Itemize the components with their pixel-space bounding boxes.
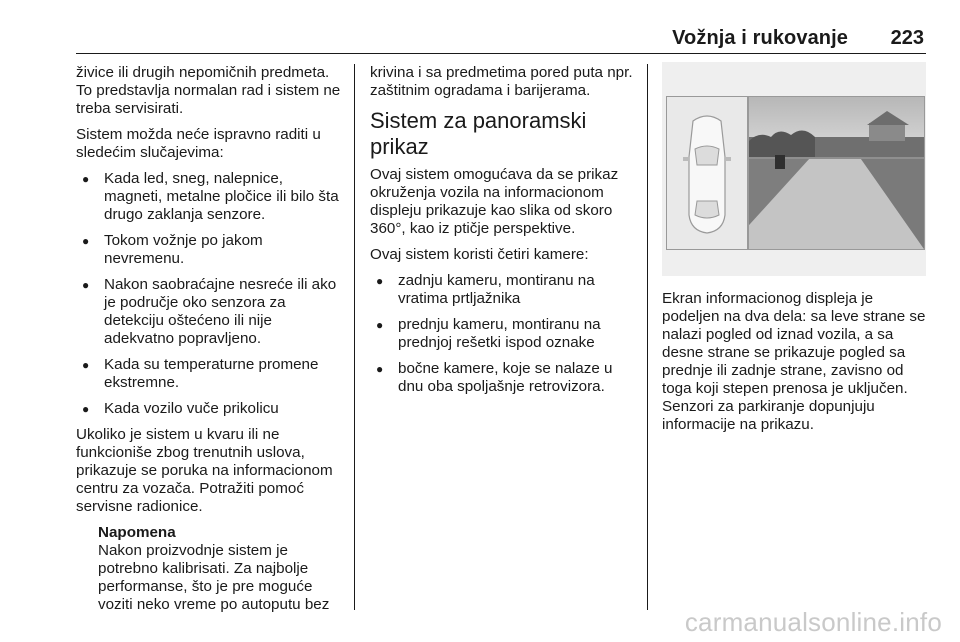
paragraph: Ukoliko je sistem u kvaru ili ne funkcioniše zbog trenutnih uslova, prikazuje se poruka na informacionom centru za vozača. Potražiti pomoć servisne radionice.: [76, 426, 333, 515]
chapter-title: Vožnja i rukovanje: [672, 27, 848, 49]
bullet-list: [76, 170, 344, 418]
list-item: ● Tokom vožnje po jakom nevremenu.: [76, 232, 344, 268]
list-item: ● bočne kamere, koje se nalaze u dnu oba spoljašnje retrovizora.: [370, 360, 640, 396]
watermark: carmanualsonline.info: [684, 607, 942, 637]
figure-caption: Ekran informacionog displeja je podeljen na dva dela: sa leve strane se nalazi pogled od iznad vozila, a sa desne strane se prikazuje pogled sa prednje ili zadnje strane, zavisno od toga koji stepen prenosa je uključen. Senzori za parkiranje dopunjuju informacije na prikazu.: [662, 290, 926, 433]
list-item: ● Kada vozilo vuče prikolicu: [76, 400, 344, 418]
driveway-photo: [749, 97, 924, 249]
camera-view-pane: [748, 96, 925, 250]
note-text: Nakon proizvodnje sistem je potrebno kalibrisati. Za najbolje performanse, što je pre moguće voziti neko vreme po autoputu bez: [98, 542, 330, 613]
column-2: [370, 64, 640, 404]
list-item: ● zadnju kameru, montiranu na vratima prtljažnika: [370, 272, 640, 308]
paragraph: Ovaj sistem omogućava da se prikaz okruženja vozila na informacionom displeju prikazuje kao slika od skoro 360°, kao iz ptičje perspektive.: [370, 166, 619, 237]
column-divider-1: [354, 64, 355, 610]
car-top-view-icon: [667, 97, 747, 249]
column-divider-2: [647, 64, 648, 610]
list-item: ● Kada su temperaturne promene ekstremne.: [76, 356, 344, 392]
page-number: 223: [890, 27, 924, 49]
note-title: Napomena: [98, 524, 176, 541]
top-view-pane: [666, 96, 748, 250]
paragraph: Sistem možda neće ispravno raditi u sledećim slučajevima:: [76, 126, 321, 161]
list-item: ● prednju kameru, montiranu na prednjoj rešetki ispod oznake: [370, 316, 640, 352]
bullet-list: [370, 272, 640, 396]
column-1: [76, 64, 344, 614]
paragraph: krivina i sa predmetima pored puta npr. zaštitnim ogradama i barijerama.: [370, 64, 633, 99]
note-box: [76, 524, 344, 614]
panoramic-display-figure: [662, 62, 926, 276]
section-heading: Sistem za panoramski prikaz: [370, 108, 587, 159]
header-divider: [76, 53, 926, 54]
column-3: [662, 290, 930, 442]
list-item: ● Kada led, sneg, nalepnice, magneti, metalne pločice ili bilo šta drugo zaklanja senzore.: [76, 170, 344, 224]
list-item: ● Nakon saobraćajne nesreće ili ako je područje oko senzora za detekciju oštećeno ili nije adekvatno popravljeno.: [76, 276, 344, 348]
paragraph: živice ili drugih nepomičnih predmeta. To predstavlja normalan rad i sistem ne treba servisirati.: [76, 64, 341, 117]
page-header: [0, 0, 960, 52]
paragraph: Ovaj sistem koristi četiri kamere:: [370, 246, 589, 263]
